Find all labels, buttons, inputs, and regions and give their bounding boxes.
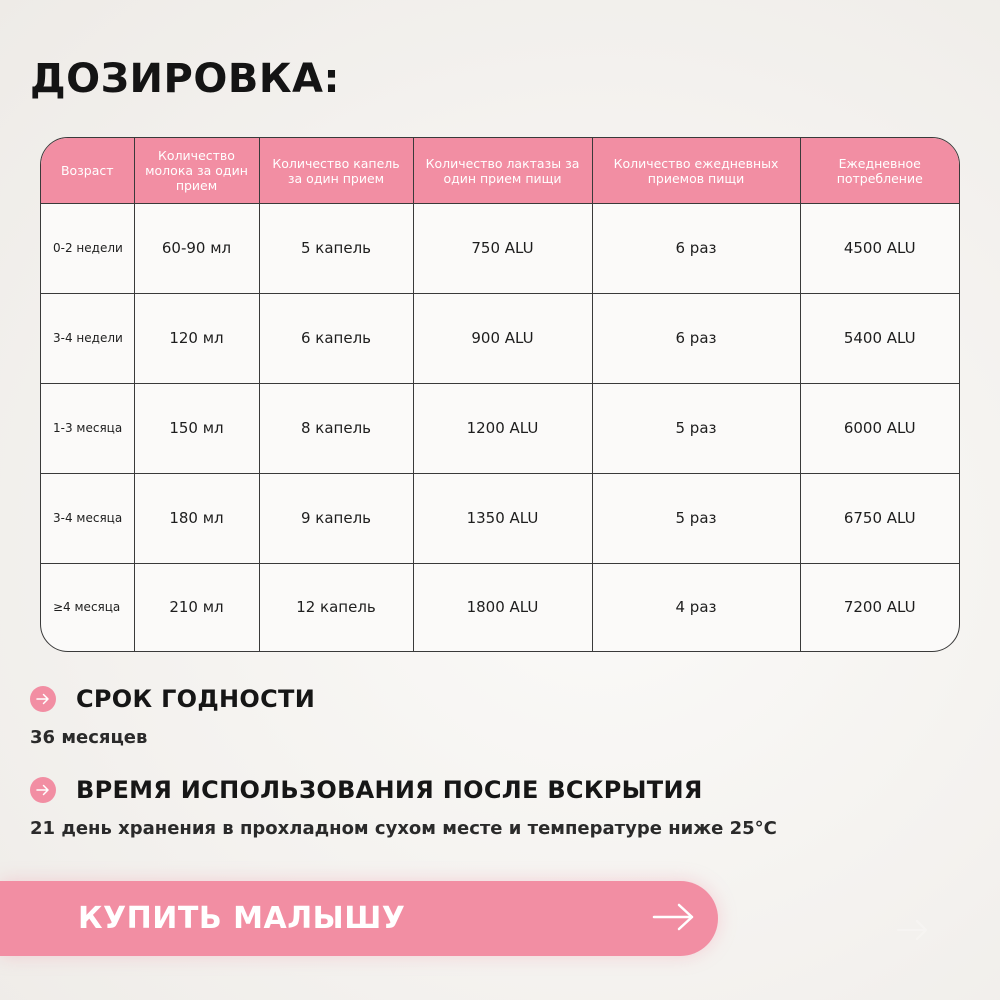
cell-milk: 180 мл xyxy=(134,473,259,563)
shelf-life-section xyxy=(30,685,315,748)
cell-drops: 5 капель xyxy=(259,204,413,294)
cell-milk: 210 мл xyxy=(134,563,259,651)
table-row xyxy=(41,383,959,473)
cell-meals: 5 раз xyxy=(592,473,800,563)
table-row xyxy=(41,563,959,651)
cell-daily: 6000 ALU xyxy=(800,383,959,473)
header-lactase: Количество лактазы за один прием пищи xyxy=(413,138,592,204)
cell-meals: 4 раз xyxy=(592,563,800,651)
cell-daily: 4500 ALU xyxy=(800,204,959,294)
arrow-right-icon xyxy=(30,686,56,712)
header-age: Возраст xyxy=(41,138,134,204)
cell-age: 3-4 месяца xyxy=(41,473,134,563)
arrow-right-icon xyxy=(30,777,56,803)
header-daily-meals: Количество ежедневных приемов пищи xyxy=(592,138,800,204)
cell-daily: 5400 ALU xyxy=(800,293,959,383)
cell-lactase: 900 ALU xyxy=(413,293,592,383)
cell-lactase: 1800 ALU xyxy=(413,563,592,651)
after-opening-text: 21 день хранения в прохладном сухом месте и температуре ниже 25°C xyxy=(30,818,777,839)
after-opening-section xyxy=(30,776,777,839)
cell-drops: 9 капель xyxy=(259,473,413,563)
cell-age: 3-4 недели xyxy=(41,293,134,383)
shelf-life-text: 36 месяцев xyxy=(30,727,148,748)
cell-drops: 8 капель xyxy=(259,383,413,473)
cell-lactase: 1200 ALU xyxy=(413,383,592,473)
buy-button-label: КУПИТЬ МАЛЫШУ xyxy=(78,901,406,936)
cell-lactase: 1350 ALU xyxy=(413,473,592,563)
cell-meals: 5 раз xyxy=(592,383,800,473)
cell-daily: 6750 ALU xyxy=(800,473,959,563)
cell-age: 0-2 недели xyxy=(41,204,134,294)
cell-age: ≥4 месяца xyxy=(41,563,134,651)
header-drops: Количество капель за один прием xyxy=(259,138,413,204)
cell-drops: 12 капель xyxy=(259,563,413,651)
after-opening-title: ВРЕМЯ ИСПОЛЬЗОВАНИЯ ПОСЛЕ ВСКРЫТИЯ xyxy=(76,776,703,804)
cell-drops: 6 капель xyxy=(259,293,413,383)
cell-lactase: 750 ALU xyxy=(413,204,592,294)
table-row xyxy=(41,473,959,563)
long-arrow-right-icon xyxy=(652,902,696,936)
cell-milk: 60-90 мл xyxy=(134,204,259,294)
cell-meals: 6 раз xyxy=(592,204,800,294)
header-daily-intake: Ежедневное потребление xyxy=(800,138,959,204)
cell-milk: 120 мл xyxy=(134,293,259,383)
table-header-row xyxy=(41,138,959,204)
buy-button[interactable] xyxy=(0,881,718,956)
cell-daily: 7200 ALU xyxy=(800,563,959,651)
cell-age: 1-3 месяца xyxy=(41,383,134,473)
shelf-life-title: СРОК ГОДНОСТИ xyxy=(76,685,316,713)
table-row xyxy=(41,204,959,294)
cell-milk: 150 мл xyxy=(134,383,259,473)
page-title: ДОЗИРОВКА: xyxy=(30,56,340,102)
dosage-table xyxy=(40,137,960,652)
cell-meals: 6 раз xyxy=(592,293,800,383)
table-row xyxy=(41,293,959,383)
header-milk-amount: Количество молока за один прием xyxy=(134,138,259,204)
decorative-arrow-icon xyxy=(896,918,930,946)
